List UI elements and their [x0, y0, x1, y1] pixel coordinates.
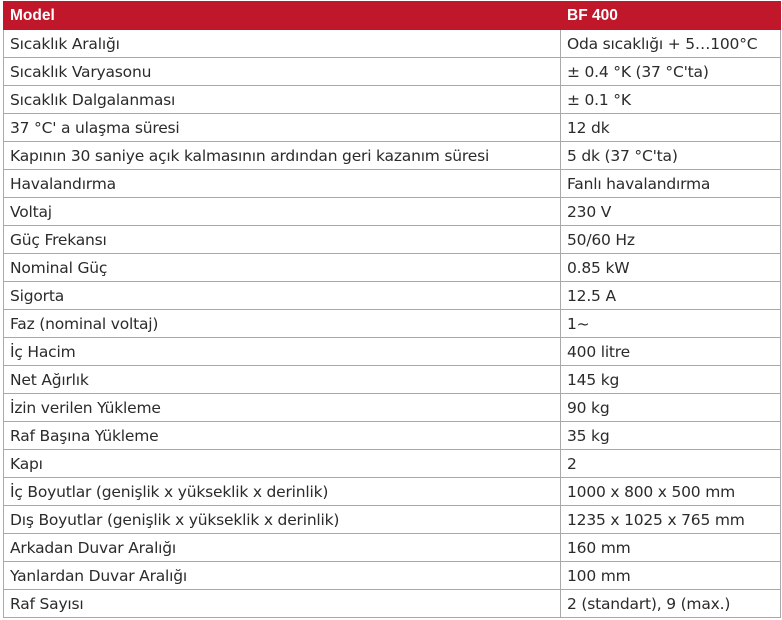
spec-value-cell: 12.5 A	[561, 282, 781, 310]
spec-label-cell: Raf Başına Yükleme	[4, 422, 561, 450]
spec-value-cell: 5 dk (37 °C'ta)	[561, 142, 781, 170]
spec-label-cell: Dış Boyutlar (genişlik x yükseklik x derinlik)	[4, 506, 561, 534]
spec-label-cell: Yanlardan Duvar Aralığı	[4, 562, 561, 590]
spec-value-cell: 35 kg	[561, 422, 781, 450]
spec-value-cell: ± 0.1 °K	[561, 86, 781, 114]
spec-label-cell: Raf Sayısı	[4, 590, 561, 618]
table-row	[4, 30, 781, 58]
spec-label-cell: Nominal Güç	[4, 254, 561, 282]
table-row	[4, 282, 781, 310]
spec-value-cell: 160 mm	[561, 534, 781, 562]
spec-label-cell: 37 °C' a ulaşma süresi	[4, 114, 561, 142]
table-row	[4, 310, 781, 338]
spec-label-cell: Faz (nominal voltaj)	[4, 310, 561, 338]
table-row	[4, 506, 781, 534]
spec-value-cell: 1~	[561, 310, 781, 338]
spec-value-cell: 50/60 Hz	[561, 226, 781, 254]
spec-label-cell: İç Hacim	[4, 338, 561, 366]
spec-value-cell: 2 (standart), 9 (max.)	[561, 590, 781, 618]
spec-label-cell: Net Ağırlık	[4, 366, 561, 394]
spec-label-cell: Voltaj	[4, 198, 561, 226]
spec-table	[3, 1, 781, 618]
table-row	[4, 58, 781, 86]
table-row	[4, 422, 781, 450]
spec-label-cell: İzin verilen Yükleme	[4, 394, 561, 422]
spec-value-cell: ± 0.4 °K (37 °C'ta)	[561, 58, 781, 86]
table-row	[4, 590, 781, 618]
table-row	[4, 366, 781, 394]
spec-value-cell: Fanlı havalandırma	[561, 170, 781, 198]
table-row	[4, 478, 781, 506]
table-row	[4, 142, 781, 170]
spec-value-cell: 1000 x 800 x 500 mm	[561, 478, 781, 506]
spec-label-cell: Havalandırma	[4, 170, 561, 198]
spec-value-cell: 0.85 kW	[561, 254, 781, 282]
spec-value-cell: 400 litre	[561, 338, 781, 366]
table-row	[4, 226, 781, 254]
spec-label-cell: Sıcaklık Dalgalanması	[4, 86, 561, 114]
spec-label-cell: Sıcaklık Varyasonu	[4, 58, 561, 86]
table-row	[4, 114, 781, 142]
spec-value-cell: 100 mm	[561, 562, 781, 590]
table-row	[4, 170, 781, 198]
spec-label-cell: Kapının 30 saniye açık kalmasının ardından geri kazanım süresi	[4, 142, 561, 170]
table-row	[4, 450, 781, 478]
spec-label-cell: İç Boyutlar (genişlik x yükseklik x derinlik)	[4, 478, 561, 506]
table-row	[4, 394, 781, 422]
spec-label-cell: Arkadan Duvar Aralığı	[4, 534, 561, 562]
table-row	[4, 198, 781, 226]
header-label-cell: Model	[4, 2, 561, 30]
spec-value-cell: 12 dk	[561, 114, 781, 142]
table-row	[4, 562, 781, 590]
spec-value-cell: 2	[561, 450, 781, 478]
spec-label-cell: Güç Frekansı	[4, 226, 561, 254]
table-row	[4, 254, 781, 282]
spec-value-cell: Oda sıcaklığı + 5…100°C	[561, 30, 781, 58]
spec-value-cell: 230 V	[561, 198, 781, 226]
spec-value-cell: 145 kg	[561, 366, 781, 394]
table-row	[4, 338, 781, 366]
table-row	[4, 534, 781, 562]
table-header-row	[4, 2, 781, 30]
spec-value-cell: 1235 x 1025 x 765 mm	[561, 506, 781, 534]
spec-value-cell: 90 kg	[561, 394, 781, 422]
table-body	[4, 30, 781, 618]
table-row	[4, 86, 781, 114]
spec-label-cell: Kapı	[4, 450, 561, 478]
spec-label-cell: Sigorta	[4, 282, 561, 310]
header-value-cell: BF 400	[561, 2, 781, 30]
spec-label-cell: Sıcaklık Aralığı	[4, 30, 561, 58]
